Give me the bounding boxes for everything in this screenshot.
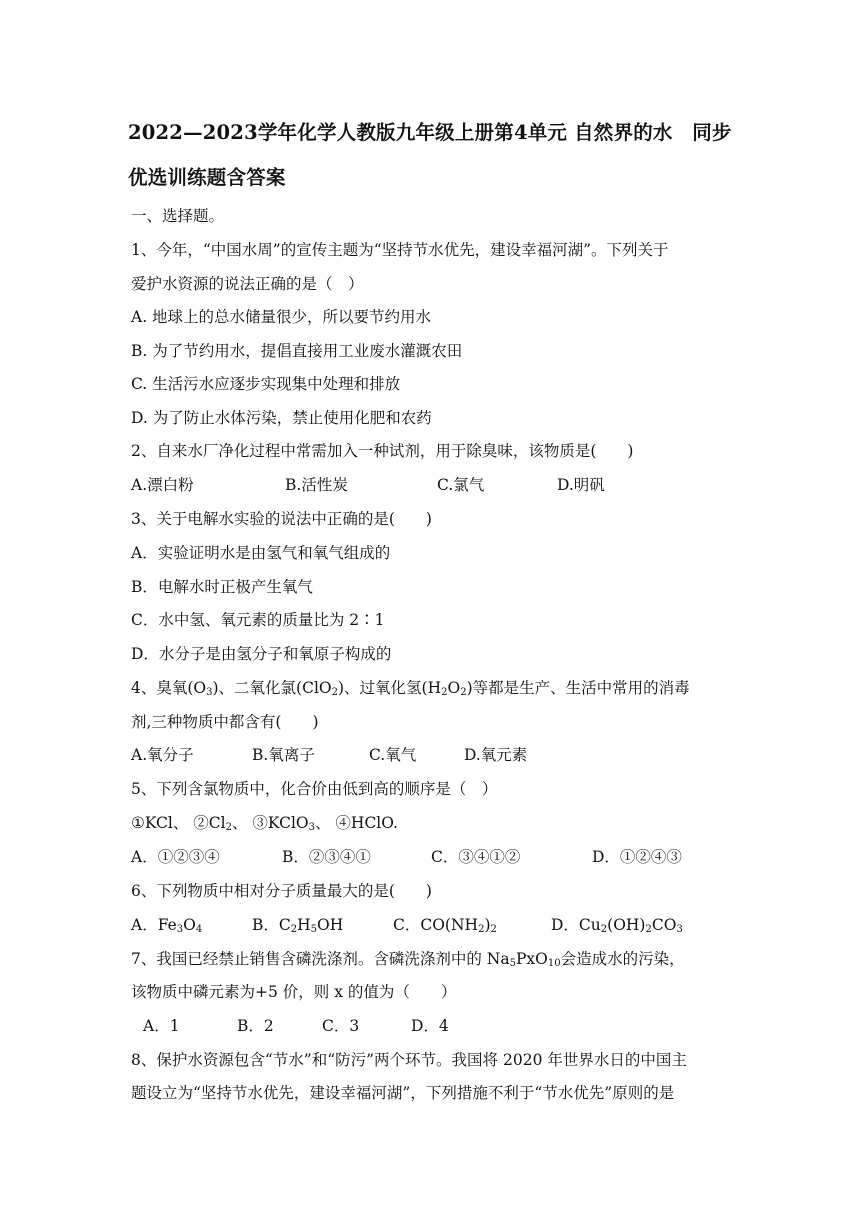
q5-option-b: B．②③④① — [282, 848, 371, 866]
q2-options — [131, 473, 605, 495]
q2-stem: 2、自来水厂净化过程中常需加入一种试剂，用于除臭味，该物质是( ) — [131, 442, 634, 460]
q6-option-a: A．$Fe_3O_4$ — [131, 916, 203, 935]
q4-option-c: C.氧气 — [369, 746, 417, 764]
q6-option-b: B．$C_2H_5OH$ — [252, 916, 344, 935]
q6-option-c: C．$CO(NH_2)_2$ — [393, 916, 497, 935]
q6-option-d: D．$Cu_2(OH)_2CO_3$ — [551, 916, 683, 935]
q1-stem-line-1: 1、今年，“中国水周”的宣传主题为“坚持节水优先，建设幸福河湖”。下列关于 — [131, 241, 669, 259]
q5-option-a: A．①②③④ — [131, 848, 220, 866]
q1-option-d: D. 为了防止水体污染，禁止使用化肥和农药 — [131, 409, 432, 427]
q7-option-b: B．2 — [237, 1017, 274, 1035]
q4-stem-line-1: 4、臭氧$(O_3)$、二氧化氯(ClO$_2$)、过氧化氢$(H_2O_2)$等都是生产、生活中常用的消毒 — [131, 679, 690, 698]
q3-option-a: A．实验证明水是由氢气和氧气组成的 — [131, 544, 391, 562]
q4-stem-line-2: 剂,三种物质中都含有( ) — [131, 713, 319, 731]
q7-stem-line-2: 该物质中磷元素为+5 价，则 x 的值为（ ） — [131, 983, 457, 1001]
q6-stem: 6、下列物质中相对分子质量最大的是( ) — [131, 882, 432, 900]
q3-option-c: C．水中氢、氧元素的质量比为 2∶1 — [131, 611, 385, 629]
q3-option-d: D．水分子是由氢分子和氧原子构成的 — [131, 645, 392, 663]
q3-stem: 3、关于电解水实验的说法中正确的是( ) — [131, 510, 432, 528]
q5-options — [131, 845, 682, 867]
q1-option-b: B. 为了节约用水，提倡直接用工业废水灌溉农田 — [131, 342, 463, 360]
section-heading: 一、选择题。 — [131, 207, 225, 225]
q4-options — [131, 743, 527, 765]
q7-stem-line-1: 7、我国已经禁止销售含磷洗涤剂。含磷洗涤剂中的 $Na_5PxO_{10}$会造成水的污染， — [131, 950, 685, 969]
q8-stem-line-2: 题设立为“坚持节水优先，建设幸福河湖”，下列措施不利于“节水优先”原则的是 — [131, 1084, 675, 1102]
q3-option-b: B．电解水时正极产生氧气 — [131, 578, 313, 596]
q4-option-a: A.氧分子 — [131, 746, 194, 764]
q1-stem-line-2: 爱护水资源的说法正确的是（ ） — [131, 275, 364, 293]
q7-option-d: D．4 — [411, 1017, 449, 1035]
q5-option-c: C．③④①② — [431, 848, 521, 866]
q6-options — [131, 913, 683, 935]
q1-option-c: C. 生活污水应逐步实现集中处理和排放 — [131, 375, 401, 393]
q7-option-a: A．1 — [143, 1017, 180, 1035]
q2-option-c: C.氯气 — [437, 476, 485, 494]
q5-stem: 5、下列含氯物质中，化合价由低到高的顺序是（ ） — [131, 780, 498, 798]
q4-option-b: B.氧离子 — [252, 746, 315, 764]
q1-option-a: A. 地球上的总水储量很少，所以要节约用水 — [131, 308, 432, 326]
q5-option-d: D．①②④③ — [592, 848, 682, 866]
q2-option-b: B.活性炭 — [285, 476, 348, 494]
q2-option-d: D.明矾 — [557, 476, 605, 494]
q5-items: ①KCl、 $②Cl_2$、 ③KClO$_3$、 ④HClO. — [131, 814, 398, 833]
q8-stem-line-1: 8、保护水资源包含“节水”和“防污”两个环节。我国将 2020 年世界水日的中国主 — [131, 1051, 687, 1069]
document-title-line-2: 优选训练题含答案 — [128, 166, 286, 189]
q7-options — [143, 1014, 449, 1036]
document-title-line-1: 2022—2023学年化学人教版九年级上册第4单元 自然界的水 同步 — [128, 121, 732, 144]
q2-option-a: A.漂白粉 — [131, 476, 194, 494]
q4-option-d: D.氧元素 — [464, 746, 528, 764]
q7-option-c: C．3 — [322, 1017, 360, 1035]
